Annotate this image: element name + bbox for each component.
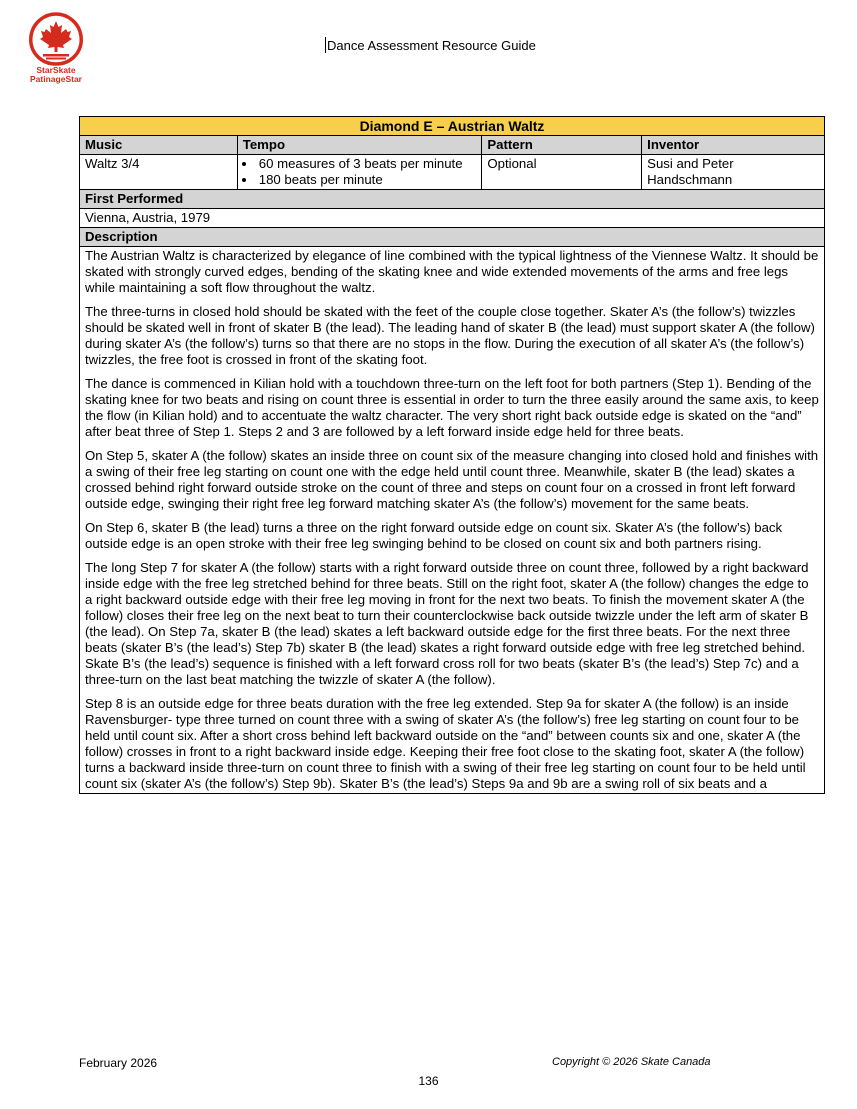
dance-table — [79, 116, 825, 794]
dance-title: Diamond E – Austrian Waltz — [80, 117, 825, 136]
first-performed-header: First Performed — [80, 190, 825, 209]
footer-copyright: Copyright © 2026 Skate Canada — [552, 1056, 711, 1068]
description-header: Description — [80, 228, 825, 247]
maple-leaf-shield-icon — [27, 12, 85, 66]
header-title: Dance Assessment Resource Guide — [327, 38, 536, 53]
description-row — [80, 247, 825, 794]
starskate-logo — [18, 12, 94, 92]
title-row — [80, 117, 825, 136]
description-paragraph: The three-turns in closed hold should be skated with the feet of the couple close together. Skater A’s (the follow’s) twizzles should be skated well in front of skater B (the lead). The leading hand of skater B (the lead) must support skater A (the follow) during skater A’s (the follow’s) turns so that there are no stops in the flow. During the execution of all skater A’s (the follow’s) twizzles, the free foot is crossed in front of the skating foot. — [85, 304, 815, 367]
description-paragraph: On Step 5, skater A (the follow) skates an inside three on count six of the measure changing into closed hold and finishes with a swing of their free leg starting on count one with the edge held until count three. Meanwhile, skater B (the lead) skates a crossed behind right forward outside stroke on the count of three and steps on count four on a crossed in front left forward outside edge, swinging their right free leg forward matching skater A’s (the follow’s) movement for the same beats. — [85, 448, 819, 511]
inventor-value: Susi and Peter Handschmann — [642, 155, 825, 190]
description-paragraph: On Step 6, skater B (the lead) turns a three on the right forward outside edge on count six. Skater A’s (the follow’s) back outside edge is an open stroke with their free leg swinging behind to be closed on count six and both partners rising. — [85, 520, 783, 551]
description-paragraph: Step 8 is an outside edge for three beats duration with the free leg extended. Step 9a for skater A (the follow) is an inside Ravensburger- type three turned on count three with a swing of skater A’s (the follow’s) free leg starting on count four to be held until count six. After a short cross behind left backward outside on the “and” between counts six and one, skater A (the follow) crosses in front to a right backward inside edge. Keeping their free foot close to the skating foot, skater A (the follow) turns a backward inside three-turn on count three to finish with a swing of their free leg starting on count four to be held until count six (skater A’s (the follow’s) Step 9b). Skater B’s (the lead’s) Steps 9a and 9b are a swing roll of six beats and a — [85, 696, 806, 791]
info-row — [80, 155, 825, 190]
logo-text-patinagestar: PatinageStar — [30, 74, 82, 84]
inventor-header: Inventor — [642, 136, 825, 155]
tempo-header: Tempo — [237, 136, 482, 155]
pattern-value: Optional — [482, 155, 642, 190]
tempo-item: • 180 beats per minute — [257, 172, 477, 188]
first-performed-row — [80, 209, 825, 228]
tempo-item: • 60 measures of 3 beats per minute — [257, 156, 477, 172]
header-row — [80, 136, 825, 155]
page-number: 136 — [418, 1074, 439, 1088]
description-paragraph: The long Step 7 for skater A (the follow) starts with a right forward outside three on count three, followed by a right backward inside edge with the free leg stretched behind for three beats. Still on the right foot, skater A (the follow) changes the edge to a right backward outside edge with their free leg moving in front for the next two beats. To finish the movement skater A (the follow) closes their free leg on the next beat to turn their counterclockwise back outside twizzle under the left arm of skater B (the lead). On Step 7a, skater B (the lead) skates a left backward outside edge for the first three beats. For the next three beats (skater B’s (the lead’s) Step 7b) skater B (the lead) skates a right forward outside edge with free leg stretched behind. Skate B’s (the lead’s) sequence is finished with a left forward cross roll for two beats (skater B’s (the lead’s) Step 7c) and a three-turn on the last beat matching the twizzle of skater A (the follow). — [85, 560, 809, 687]
footer-date: February 2026 — [79, 1056, 158, 1070]
music-header: Music — [80, 136, 238, 155]
music-value: Waltz 3/4 — [80, 155, 238, 190]
pattern-header: Pattern — [482, 136, 642, 155]
tempo-value — [237, 155, 482, 190]
description-paragraph: The Austrian Waltz is characterized by elegance of line combined with the typical lightness of the Viennese Waltz. It should be skated with strongly curved edges, bending of the skating knee and wide extended movements of the arms and free legs while maintaining a soft flow throughout the waltz. — [85, 248, 819, 295]
first-performed-header-row — [80, 190, 825, 209]
text-cursor — [325, 37, 326, 53]
description-paragraph: The dance is commenced in Kilian hold with a touchdown three-turn on the left foot for both partners (Step 1). Bending of the skating knee for two beats and rising on count three is essential in order to turn the three easily around the same axis, to keep the flow (in Kilian hold) and to accentuate the waltz character. The very short right back outside edge is skated on the “and” after beat three of Step 1. Steps 2 and 3 are followed by a left forward inside edge held for three beats. — [85, 376, 819, 439]
description-header-row — [80, 228, 825, 247]
first-performed-value: Vienna, Austria, 1979 — [80, 209, 825, 228]
tempo-list — [243, 156, 477, 188]
logo-text-starskate: StarSkate — [36, 65, 76, 75]
description-body — [80, 247, 825, 794]
